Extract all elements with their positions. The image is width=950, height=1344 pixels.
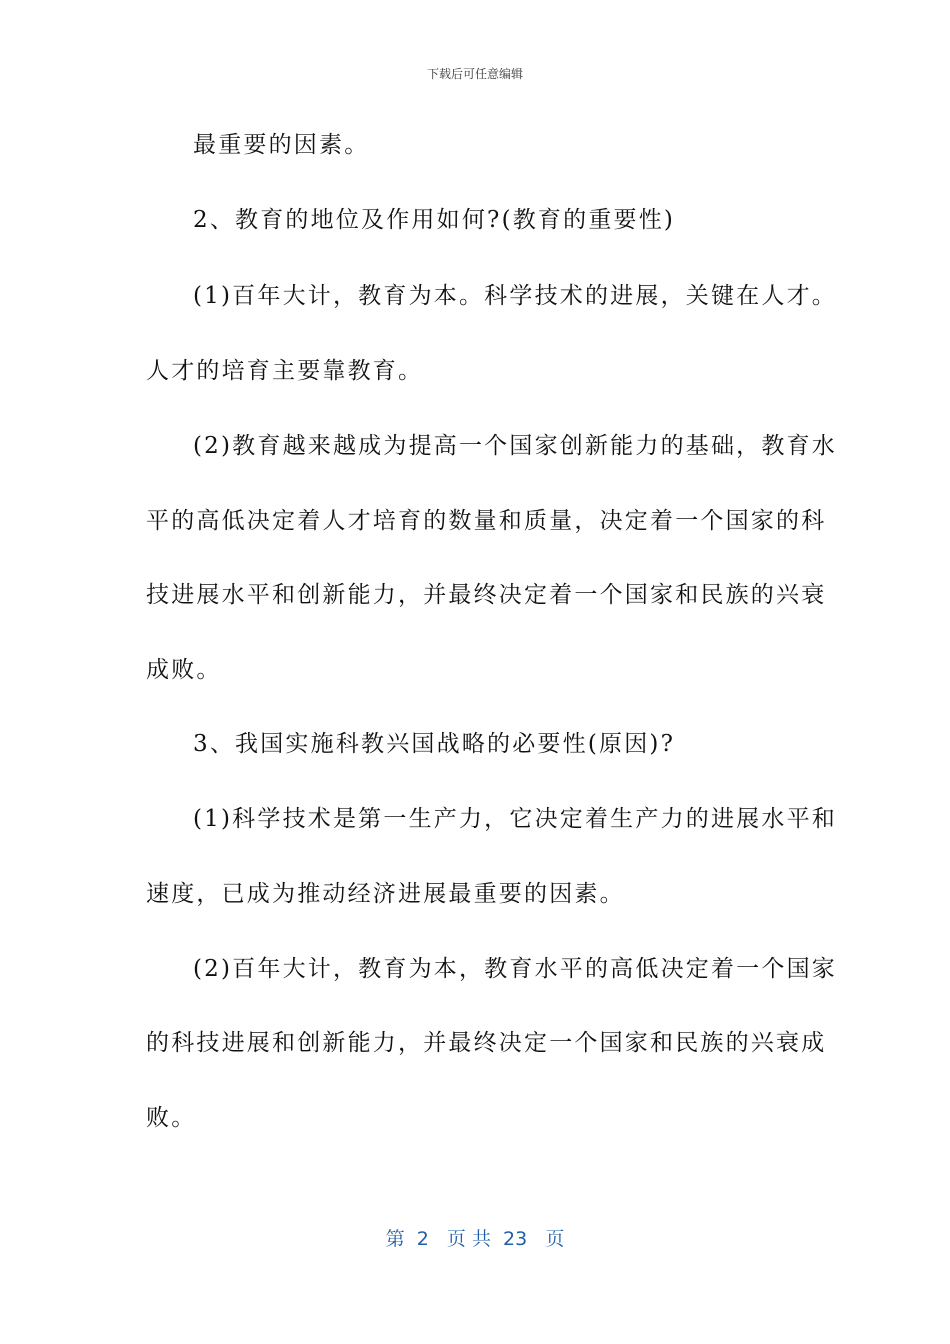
- body-line: 3、我国实施科教兴国战略的必要性(原因)?: [193, 731, 676, 757]
- body-line: (2)百年大计，教育为本，教育水平的高低决定着一个国家: [193, 956, 837, 982]
- page-header: 下载后可任意编辑: [426, 67, 523, 81]
- body-line: 人才的培育主要靠教育。: [146, 358, 424, 384]
- body-line: 败。: [146, 1105, 197, 1131]
- body-line: 2、教育的地位及作用如何?(教育的重要性): [193, 207, 676, 233]
- body-line: 速度，已成为推动经济进展最重要的因素。: [146, 881, 625, 907]
- body-line: (1)科学技术是第一生产力，它决定着生产力的进展水平和: [193, 806, 837, 832]
- body-line: (2)教育越来越成为提高一个国家创新能力的基础，教育水: [193, 433, 837, 459]
- body-line: (1)百年大计，教育为本。科学技术的进展，关键在人才。: [193, 283, 837, 309]
- body-line: 的科技进展和创新能力，并最终决定一个国家和民族的兴衰成: [146, 1030, 827, 1056]
- body-line: 最重要的因素。: [193, 132, 370, 158]
- page-number-footer: 第 2 页 共 23 页: [385, 1228, 565, 1250]
- body-line: 技进展水平和创新能力，并最终决定着一个国家和民族的兴衰: [146, 582, 827, 608]
- body-line: 平的高低决定着人才培育的数量和质量，决定着一个国家的科: [146, 508, 827, 534]
- body-line: 成败。: [146, 657, 222, 683]
